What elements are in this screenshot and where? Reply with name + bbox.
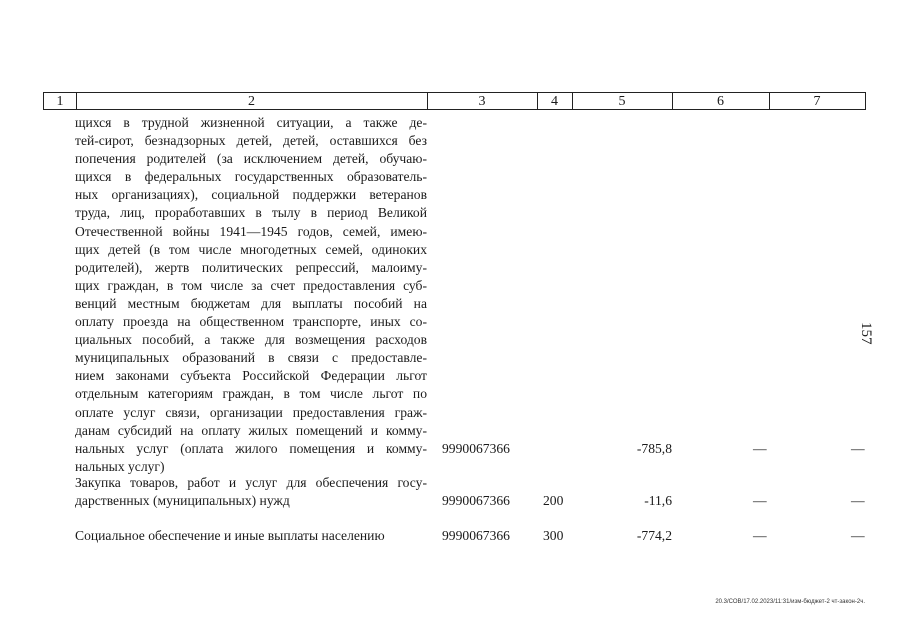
row-description <box>75 474 427 510</box>
document-footer: 20.3/СОВ/17.02.2023/11:31/изм-бюджет-2 чт-закон-2ч. <box>715 599 865 605</box>
description-line: Отечественной войны 1941—1945 годов, семей, имею- <box>75 223 427 239</box>
description-line: нальных услуг (оплата жилого помещения и комму- <box>75 440 427 456</box>
description-line: нием законами субъекта Российской Федерации льгот <box>75 368 427 384</box>
description-line: нальных услуг) <box>75 458 165 474</box>
description-line: попечения родителей (за исключением детей, обучаю- <box>75 151 427 167</box>
description-line: оплату проезда на общественном транспорте, иных со- <box>75 314 427 330</box>
col6-value: — <box>753 493 767 508</box>
description-line: венций местным бюджетам для выплаты пособий на <box>75 295 427 311</box>
col7-value: — <box>851 441 865 456</box>
header-col-7: 7 <box>813 94 821 109</box>
description-line: оплате услуг связи, организации предоставления граж- <box>75 404 427 420</box>
expense-description <box>75 114 427 476</box>
description-line: Закупка товаров, работ и услуг для обеспечения госу- <box>75 475 427 490</box>
description-line: щих детей (в том числе многодетных семей, одиноких <box>75 241 427 257</box>
description-line: циальных пособий, а также для возмещения расходов <box>75 332 427 348</box>
expense-type-code: 300 <box>543 528 564 543</box>
amount-value: -785,8 <box>636 441 672 456</box>
col6-value: — <box>753 441 767 456</box>
description-line: родителей), жертв политических репрессий, малоиму- <box>75 259 427 275</box>
description-line: данам субсидий на оплату жилых помещений и комму- <box>75 422 427 438</box>
description-line: щихся в федеральных государственных образователь- <box>75 169 427 185</box>
target-article-code: 9990067366 <box>442 441 510 456</box>
target-article-code: 9990067366 <box>442 528 510 543</box>
target-article-code: 9990067366 <box>442 493 510 508</box>
header-col-4: 4 <box>551 94 558 109</box>
header-col-6: 6 <box>717 94 724 109</box>
col7-value: — <box>851 493 865 508</box>
description-line: щих граждан, в том числе за счет предоставления суб- <box>75 277 427 293</box>
expense-type-code: 200 <box>543 493 564 508</box>
description-line: Социальное обеспечение и иные выплаты населению <box>75 528 385 543</box>
col7-value: — <box>851 528 865 543</box>
description-line: отдельным категориям граждан, в том числе льгот по <box>75 386 427 402</box>
header-col-5: 5 <box>618 94 626 109</box>
amount-value: -11,6 <box>644 493 672 508</box>
row-description <box>75 527 427 545</box>
amount-value: -774,2 <box>636 528 672 543</box>
description-line: тей-сирот, безнадзорных детей, детей, оставшихся без <box>75 133 427 149</box>
description-line: ных организациях), социальной поддержки ветеранов <box>75 187 427 203</box>
column-number-header <box>43 92 866 110</box>
description-line: труда, лиц, проработавших в тылу в период Великой <box>75 205 427 221</box>
col6-value: — <box>753 528 767 543</box>
description-line: дарственных (муниципальных) нужд <box>75 493 290 509</box>
description-line: муниципальных образований в связи с предоставле- <box>75 350 427 366</box>
header-col-3: 3 <box>478 94 486 109</box>
page-number: 157 <box>858 322 874 345</box>
description-line: щихся в трудной жизненной ситуации, а также де- <box>75 115 427 130</box>
header-col-2: 2 <box>248 94 255 109</box>
header-col-1: 1 <box>56 94 64 109</box>
